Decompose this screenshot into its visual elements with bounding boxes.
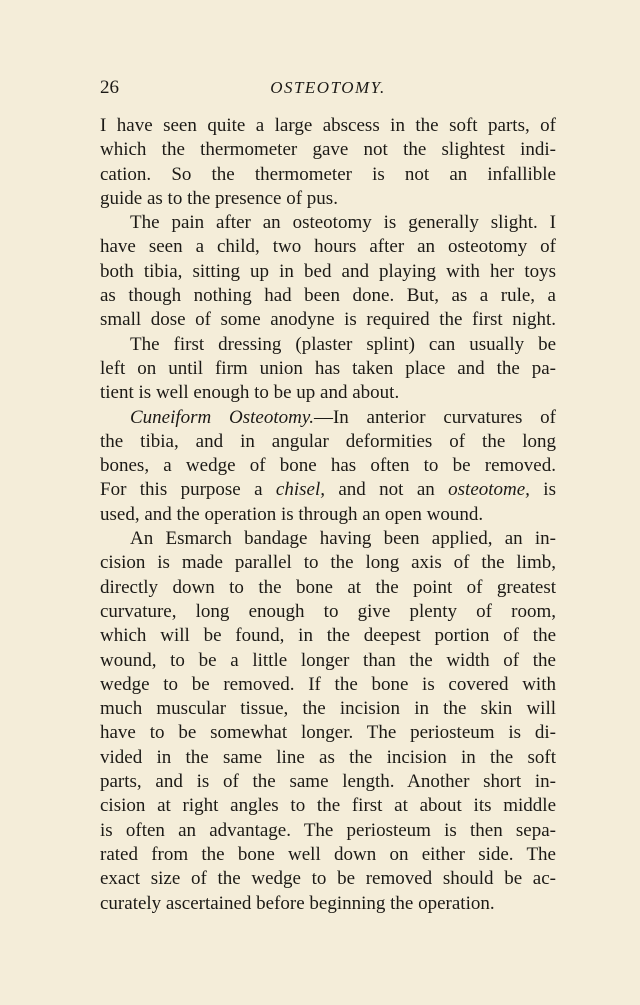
text-line: parts, and is of the same length. Another short in- xyxy=(100,771,556,793)
text-run: is xyxy=(529,479,556,501)
text-line: cation. So the thermometer is not an infallible xyxy=(100,163,556,185)
text-line xyxy=(100,406,556,430)
text-line: which the thermometer gave not the slightest indi- xyxy=(100,139,556,161)
text-run: and not an xyxy=(325,479,449,501)
text-line: both tibia, sitting up in bed and playing with her toys xyxy=(100,260,556,282)
text-run: —In anterior curvatures of xyxy=(313,406,556,428)
text-line: curvature, long enough to give plenty of room, xyxy=(100,600,556,622)
text-line: much muscular tissue, the incision in the skin will xyxy=(100,698,556,720)
text-line: An Esmarch bandage having been applied, an in- xyxy=(130,528,556,550)
emphasis: chisel, xyxy=(275,479,325,501)
text-line: tient is well enough to be up and about. xyxy=(100,382,400,404)
text-line: cision at right angles to the first at about its middle xyxy=(100,795,556,817)
running-head xyxy=(100,74,556,102)
text-line: as though nothing had been done. But, as a rule, a xyxy=(100,285,556,307)
text-run: For this purpose a xyxy=(100,479,276,501)
text-line: wound, to be a little longer than the width of the xyxy=(100,649,556,671)
page-number: 26 xyxy=(100,77,119,98)
text-line: which will be found, in the deepest portion of the xyxy=(100,625,556,647)
text-line: guide as to the presence of pus. xyxy=(100,187,338,209)
text-line: left on until firm union has taken place and the pa- xyxy=(100,357,556,379)
text-line: bones, a wedge of bone has often to be removed. xyxy=(100,455,556,477)
text-line: directly down to the bone at the point of greatest xyxy=(100,576,556,598)
text-line: The first dressing (plaster splint) can usually be xyxy=(130,333,556,355)
text-line: rated from the bone well down on either side. The xyxy=(100,843,556,865)
text-line: The pain after an osteotomy is generally slight. I xyxy=(130,212,556,234)
text-line: curately ascertained before beginning the operation. xyxy=(100,892,495,914)
body-text xyxy=(100,114,556,916)
emphasis: osteotome, xyxy=(448,479,530,501)
section-heading: Cuneiform Osteotomy. xyxy=(130,406,314,428)
text-line: is often an advantage. The periosteum is then sepa- xyxy=(100,819,556,841)
text-line: used, and the operation is through an open wound. xyxy=(100,503,484,525)
text-line: vided in the same line as the incision in the soft xyxy=(100,746,556,768)
text-line: wedge to be removed. If the bone is covered with xyxy=(100,673,556,695)
text-line: cision is made parallel to the long axis of the limb, xyxy=(100,552,556,574)
text-line: I have seen quite a large abscess in the soft parts, of xyxy=(100,115,556,136)
text-line: have to be somewhat longer. The periosteum is di- xyxy=(100,722,556,744)
text-line: have seen a child, two hours after an osteotomy of xyxy=(100,236,556,258)
text-line xyxy=(100,478,556,502)
text-line: the tibia, and in angular deformities of the long xyxy=(100,430,556,452)
text-line: small dose of some anodyne is required the first night. xyxy=(100,309,556,331)
running-title: OSTEOTOMY. xyxy=(270,78,386,97)
text-line: exact size of the wedge to be removed should be ac- xyxy=(100,868,556,890)
